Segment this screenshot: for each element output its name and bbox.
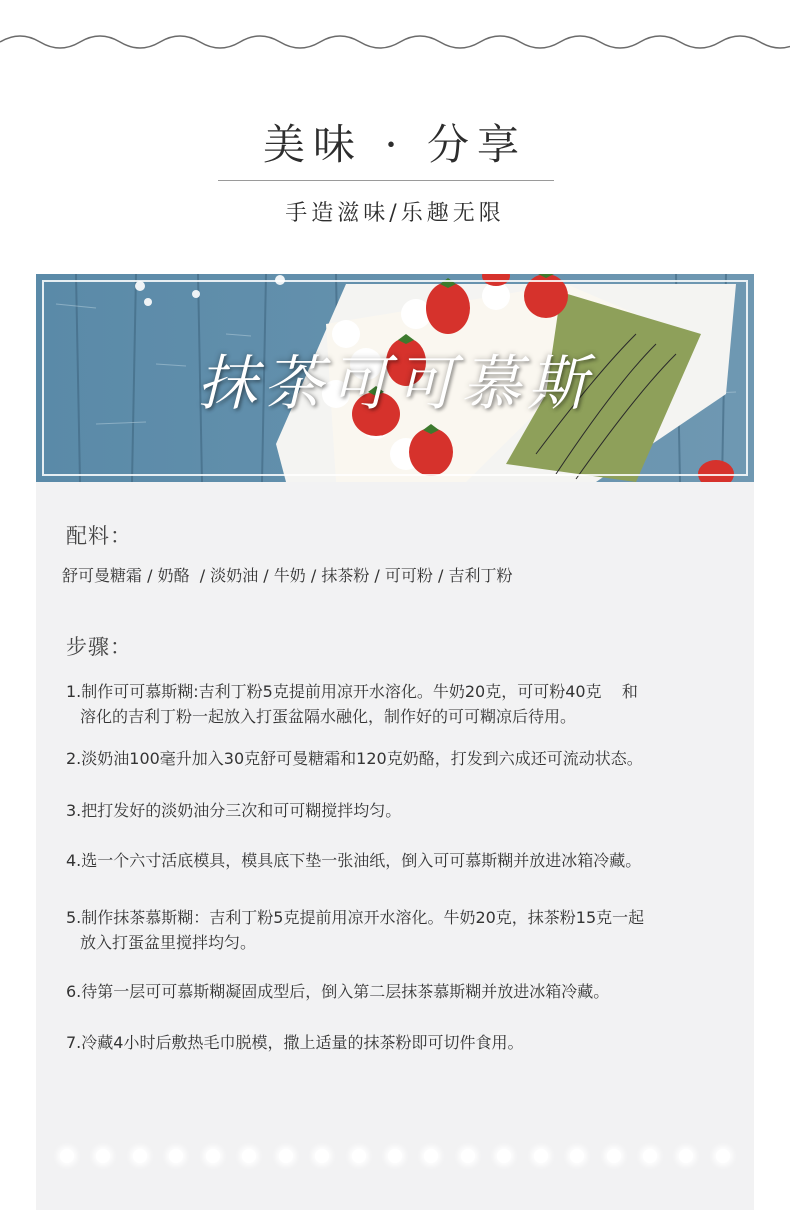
dot: [679, 1149, 693, 1163]
decorative-dots: [60, 1146, 730, 1166]
recipe-title: 抹茶可可慕斯: [197, 349, 593, 419]
step-line: 7.冷藏4小时后敷热毛巾脱模，撒上适量的抹茶粉即可切件食用。: [66, 1033, 524, 1052]
dot: [716, 1149, 730, 1163]
step-line-continued: 溶化的吉利丁粉一起放入打蛋盆隔水融化，制作好的可可糊凉后待用。: [80, 707, 577, 726]
dot: [570, 1149, 584, 1163]
dot: [534, 1149, 548, 1163]
recipe-banner: [36, 274, 754, 482]
dot: [352, 1149, 366, 1163]
step-line-continued: 放入打蛋盆里搅拌均匀。: [80, 933, 257, 952]
dot: [424, 1149, 438, 1163]
ingredients-heading: 配料：: [66, 524, 132, 548]
step-item: [66, 1030, 746, 1055]
scalloped-top-border: [0, 28, 790, 58]
dot: [497, 1149, 511, 1163]
step-item: [66, 979, 746, 1004]
step-line: 2.淡奶油100毫升加入30克舒可曼糖霜和120克奶酪，打发到六成还可流动状态。: [66, 749, 643, 768]
step-item: [66, 798, 746, 823]
steps-heading: 步骤：: [66, 635, 132, 659]
dot: [315, 1149, 329, 1163]
step-item: [66, 679, 746, 729]
page-title: 美味 · 分享: [262, 120, 528, 169]
dot: [96, 1149, 110, 1163]
dot: [133, 1149, 147, 1163]
recipe-card: [36, 274, 754, 1210]
dot: [206, 1149, 220, 1163]
step-line: 4.选一个六寸活底模具，模具底下垫一张油纸，倒入可可慕斯糊并放进冰箱冷藏。: [66, 851, 642, 870]
step-item: [66, 905, 746, 955]
title-divider: [218, 180, 554, 181]
dot: [242, 1149, 256, 1163]
dot: [607, 1149, 621, 1163]
dot: [169, 1149, 183, 1163]
step-line: 6.待第一层可可慕斯糊凝固成型后，倒入第二层抹茶慕斯糊并放进冰箱冷藏。: [66, 982, 610, 1001]
step-line: 1.制作可可慕斯糊:吉利丁粉5克提前用凉开水溶化。牛奶20克，可可粉40克 和: [66, 682, 638, 701]
page-subtitle: 手造滋味/乐趣无限: [285, 201, 505, 226]
step-item: [66, 746, 746, 771]
dot: [60, 1149, 74, 1163]
dot: [643, 1149, 657, 1163]
dot: [279, 1149, 293, 1163]
dot: [461, 1149, 475, 1163]
step-line: 5.制作抹茶慕斯糊：吉利丁粉5克提前用凉开水溶化。牛奶20克，抹茶粉15克一起: [66, 908, 645, 927]
ingredients-list: 舒可曼糖霜 / 奶酪 / 淡奶油 / 牛奶 / 抹茶粉 / 可可粉 / 吉利丁粉: [62, 566, 513, 585]
dot: [388, 1149, 402, 1163]
step-item: [66, 848, 746, 873]
step-line: 3.把打发好的淡奶油分三次和可可糊搅拌均匀。: [66, 801, 402, 820]
